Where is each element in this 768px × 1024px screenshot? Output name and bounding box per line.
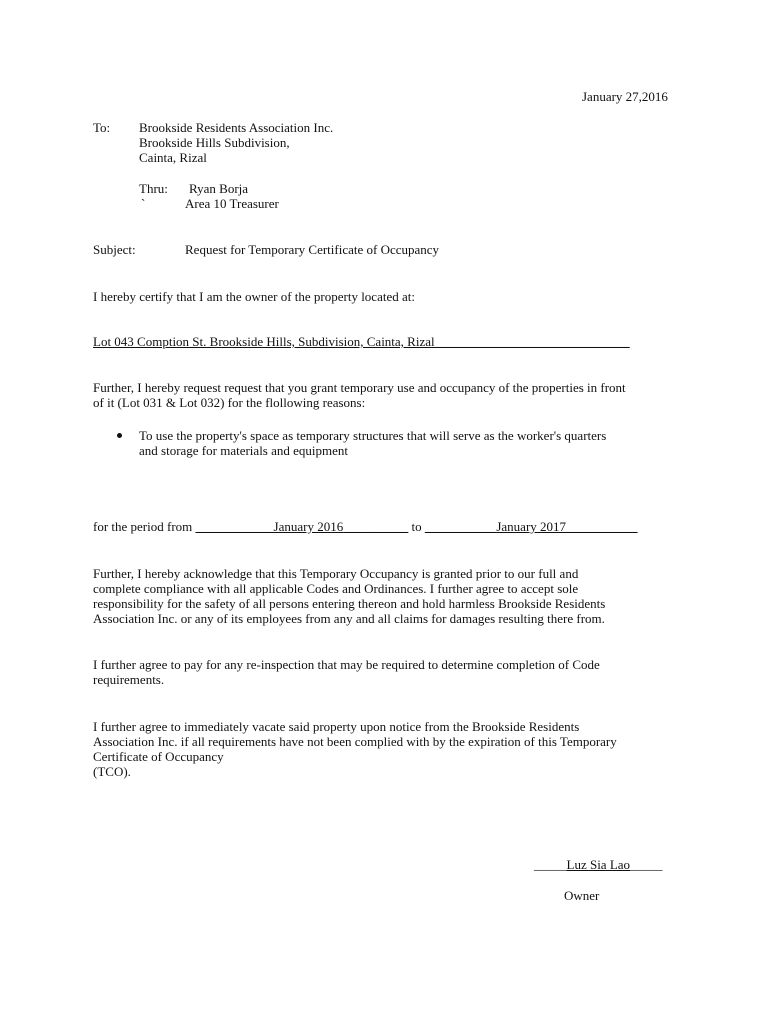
vacate-line-1: I further agree to immediately vacate said property upon notice from the Brookside Residents [93,719,580,734]
period-prefix: for the period from [93,519,196,534]
to-line-1: Brookside Residents Association Inc. [139,120,334,135]
reason-line-1: To use the property's space as temporary structures that will serve as the worker's quarters [139,428,607,443]
thru-title: Area 10 Treasurer [185,196,279,211]
thru-name: Ryan Borja [189,181,249,196]
to-line-3: Cainta, Rizal [139,150,207,165]
ack-line-4: Association Inc. or any of its employees from any and all claims for damages resulting there from. [93,611,605,626]
property-location: Lot 043 Comption St. Brookside Hills, Subdivision, Cainta, Rizal______________________________ [93,334,630,349]
period-line [93,519,638,534]
period-to: ___________January 2017___________ [424,519,638,534]
certify-text: I hereby certify that I am the owner of the property located at: [93,289,415,304]
thru-mark: ` [141,196,146,211]
pay-line-1: I further agree to pay for any re-inspection that may be required to determine completion of Code [93,657,600,672]
vacate-line-2: Association Inc. if all requirements have not been complied with by the expiration of this Temporary [93,734,617,749]
thru-label: Thru: [139,181,168,196]
bullet-icon [117,433,122,438]
vacate-line-3: Certificate of Occupancy [93,749,224,764]
signature-role: Owner [564,888,600,903]
period-to-word: to [408,519,425,534]
to-line-2: Brookside Hills Subdivision, [139,135,290,150]
ack-line-1: Further, I hereby acknowledge that this Temporary Occupancy is granted prior to our full and [93,566,579,581]
request-line-1: Further, I hereby request request that you grant temporary use and occupancy of the properties in front [93,380,626,395]
pay-line-2: requirements. [93,672,165,687]
reason-line-2: and storage for materials and equipment [139,443,349,458]
to-label: To: [93,120,111,135]
vacate-line-4: (TCO). [93,764,131,779]
period-from: ____________January 2016__________ [195,519,409,534]
subject-text: Request for Temporary Certificate of Occupancy [185,242,440,257]
signature-name: Luz Sia Lao [566,857,631,872]
request-line-2: of it (Lot 031 & Lot 032) for the flollowing reasons: [93,395,366,410]
signature-line: _____Luz Sia Lao_____ [534,857,663,872]
letter-date: January 27,2016 [582,89,668,104]
ack-line-2: complete compliance with all applicable Codes and Ordinances. I further agree to accept sole [93,581,579,596]
ack-line-3: responsibility for the safety of all persons entering thereon and hold harmless Brookside Residents [93,596,606,611]
subject-label: Subject: [93,242,136,257]
